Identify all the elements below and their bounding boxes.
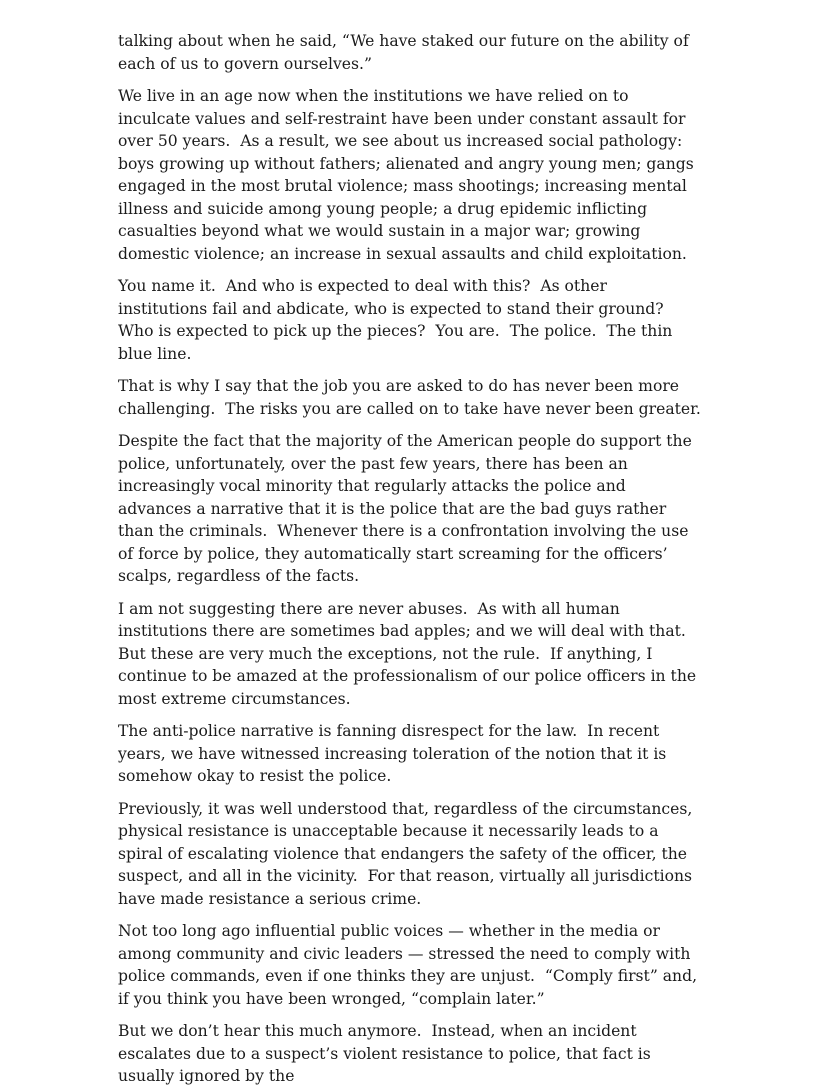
paragraph: I am not suggesting there are never abuses. As with all human institutions there are sometimes bad apples; and we will deal with that. But these are very much the exceptions, not the rule. If anything, I continue to be amazed at the professionalism of our police officers in the most extreme circumstances. bbox=[118, 599, 702, 708]
document-body bbox=[118, 30, 701, 1088]
paragraph: Despite the fact that the majority of the American people do support the police, unfortunately, over the past few years, there has been an increasingly vocal minority that regularly attacks the police and advances a narrative that it is the police that are the bad guys rather than the criminals. Whenever there is a confrontation involving the use of force by police, they automatically start screaming for the officers’ scalps, regardless of the facts. bbox=[118, 432, 697, 585]
paragraph: You name it. And who is expected to deal with this? As other institutions fail and abdicate, who is expected to stand their ground? Who is expected to pick up the pieces? You are. The police. The thin blue line. bbox=[118, 277, 678, 363]
paragraph: Not too long ago influential public voices — whether in the media or among community and civic leaders — stressed the need to comply with police commands, even if one thinks they are unjust. “Comply first” and, if you think you have been wronged, “complain later.” bbox=[118, 922, 703, 1008]
paragraph: But we don’t hear this much anymore. Instead, when an incident escalates due to a suspect’s violent resistance to police, that fact is usually ignored by the bbox=[118, 1022, 656, 1085]
paragraph: talking about when he said, “We have staked our future on the ability of each of us to govern ourselves.” bbox=[118, 32, 694, 73]
paragraph: We live in an age now when the institutions we have relied on to inculcate values and self-restraint have been under constant assault for over 50 years. As a result, we see about us increased social pathology: boys growing up without fathers; alienated and angry young men; gangs engaged in the most brutal violence; mass shootings; increasing mental illness and suicide among young people; a drug epidemic inflicting casualties beyond what we would sustain in a major war; growing domestic violence; an increase in sexual assaults and child exploitation. bbox=[118, 87, 699, 263]
paragraph: The anti-police narrative is fanning disrespect for the law. In recent years, we have witnessed increasing toleration of the notion that it is somehow okay to resist the police. bbox=[118, 722, 672, 785]
paragraph: Previously, it was well understood that, regardless of the circumstances, physical resistance is unacceptable because it necessarily leads to a spiral of escalating violence that endangers the safety of the officer, the suspect, and all in the vicinity. For that reason, virtually all jurisdictions have made resistance a serious crime. bbox=[118, 799, 698, 908]
paragraph: That is why I say that the job you are asked to do has never been more challenging. The risks you are called on to take have never been greater. bbox=[118, 377, 701, 418]
